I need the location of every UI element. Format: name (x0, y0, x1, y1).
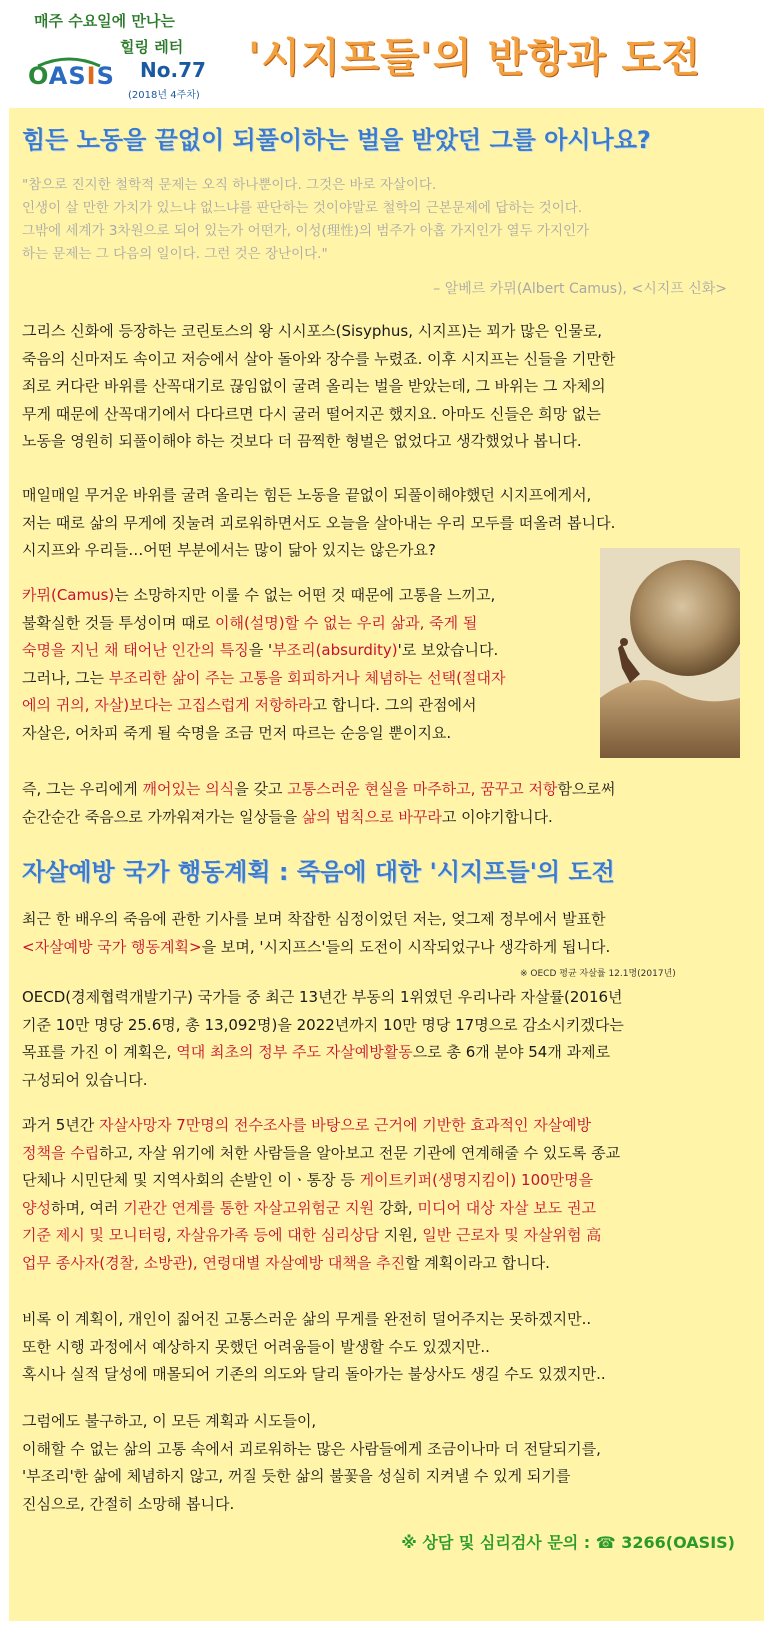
highlight: 게이트키퍼(생명지킴이) 100만명을 (359, 1171, 594, 1189)
text-line: 최근 한 배우의 죽음에 관한 기사를 보며 착잡한 심정이었던 저는, 엊그제 정부에서 발표한 (22, 910, 606, 928)
text-line (22, 610, 505, 638)
quote-line: "참으로 진지한 철학적 문제는 오직 하나뿐이다. 그것은 바로 자살이다. (22, 177, 437, 193)
text-line (22, 1039, 624, 1067)
suicide-rate-paragraph (22, 984, 624, 1094)
text: , (166, 1226, 177, 1244)
quote-line: 하는 문제는 그 다음의 일이다. 그런 것은 장난이다." (22, 246, 328, 262)
quote-line: 그밖에 세계가 3차원으로 되어 있는가 어떤가, 이성(理性)의 범주가 아홉 가지인가 열두 가지인가 (22, 223, 590, 239)
oecd-note: ※ OECD 평균 자살률 12.1명(2017년) (520, 969, 676, 979)
text: 하며, 여러 (50, 1198, 124, 1217)
text-line: 시지프와 우리들…어떤 부분에서는 많이 닮아 있지는 않은가요? (22, 541, 436, 559)
text: 목표를 가진 이 계획은, (22, 1043, 177, 1061)
sisyphus-myth-paragraph (22, 318, 615, 456)
highlight: 자살사망자 7만명의 전수조사를 바탕으로 근거에 기반한 효과적인 자살예방 (99, 1116, 592, 1134)
text: 는 소망하지만 이룰 수 없는 어떤 것 때문에 고통을 느끼고, (114, 586, 496, 604)
text: 단체나 시민단체 및 지역사회의 손발인 이ㆍ통장 등 (22, 1171, 360, 1189)
highlight: 미디어 대상 자살 보도 권고 (417, 1198, 596, 1217)
section1-title: 힘든 노동을 끝없이 되풀이하는 벌을 받았던 그를 아시나요? (22, 126, 651, 154)
letter-header (0, 0, 777, 108)
page-title: '시지프들'의 반항과 도전 (248, 35, 701, 81)
highlight: 깨어있는 의식 (142, 780, 235, 798)
highlight: 역대 최초의 정부 주도 자살예방활동 (176, 1043, 413, 1061)
caveat-paragraph (22, 1306, 606, 1389)
section2-title: 자살예방 국가 행동계획 : 죽음에 대한 '시지프들'의 도전 (22, 858, 615, 886)
text: '로 보았습니다. (397, 641, 499, 659)
highlight: 고통스러운 현실을 마주하고, 꿈꾸고 저항 (287, 780, 558, 798)
highlight: 카뮈(Camus) (22, 586, 115, 604)
highlight: 기관간 연계를 통한 자살고위험군 지원 (123, 1198, 375, 1217)
text-line: 무게 때문에 산꼭대기에서 다다르면 다시 굴러 떨어지곤 했지요. 아마도 신들은 희망 없는 (22, 404, 601, 423)
text-line: 저는 때로 삶의 무게에 짓눌려 괴로워하면서도 오늘을 살아내는 우리 모두를 떠올려 봅니다. (22, 513, 616, 532)
text: 을 갖고 (234, 780, 288, 798)
text: 과거 5년간 (22, 1116, 100, 1134)
reflection-paragraph (22, 482, 615, 565)
text-line (22, 1195, 620, 1223)
sisyphus-boulder-image (600, 548, 740, 758)
issue-number: No.77 (140, 58, 206, 82)
text: 즉, 그는 우리에게 (22, 780, 143, 798)
text-line (22, 934, 610, 962)
camus-quote (22, 174, 742, 266)
highlight: 일반 근로자 및 자살위험 高 (422, 1226, 602, 1244)
oasis-logo: OASIS (28, 62, 115, 90)
closing-paragraph (22, 1408, 601, 1518)
highlight: <자살예방 국가 행동계획> (22, 937, 202, 956)
highlight: 업무 종사자(경찰, 소방관), 연령대별 자살예방 대책을 추진 (22, 1253, 406, 1272)
text-line: 진심으로, 간절히 소망해 봅니다. (22, 1494, 235, 1513)
text-line (22, 665, 505, 693)
plan-details-paragraph (22, 1112, 620, 1277)
text: 할 계획이라고 합니다. (405, 1253, 550, 1272)
text-line (22, 1140, 620, 1168)
highlight: 에의 귀의, 자살)보다는 고집스럽게 저항하라 (22, 696, 313, 714)
highlight: 양성 (22, 1198, 51, 1217)
text: 지원, (378, 1226, 423, 1244)
text-line: 매일매일 무거운 바위를 굴려 올리는 힘든 노동을 끝없이 되풀이해야했던 시지프에게서, (22, 486, 592, 504)
contact-info: ※ 상담 및 심리검사 문의 : ☎ 3266(OASIS) (401, 1533, 735, 1552)
text: 강화, (374, 1198, 418, 1217)
text-line: 기준 10만 명당 25.6명, 총 13,092명)을 2022년까지 10만 명당 17명으로 감소시키겠다는 (22, 1015, 624, 1034)
text: 그러나, 그는 (22, 668, 109, 687)
healing-letter-caption: 힐링 레터 (120, 38, 184, 56)
text-line (22, 776, 615, 804)
text: 하고, 자살 위기에 처한 사람들을 알아보고 전문 기관에 연계해줄 수 있도록 종교 (99, 1143, 621, 1162)
text-line: 노동을 영원히 되풀이해야 하는 것보다 더 끔찍한 형벌은 없었다고 생각했었나 봅니다. (22, 432, 582, 450)
text-line (22, 1167, 620, 1195)
text-line (22, 1250, 620, 1278)
text-line: 혹시나 실적 달성에 매몰되어 기존의 의도와 달리 돌아가는 불상사도 생길 수도 있겠지만.. (22, 1365, 606, 1383)
text-line: 그럼에도 불구하고, 이 모든 계획과 시도들이, (22, 1412, 317, 1430)
text-line: 구성되어 있습니다. (22, 1070, 148, 1089)
highlight: 기준 제시 및 모니터링 (22, 1226, 167, 1244)
text-line (22, 1222, 620, 1250)
text-line: 그리스 신화에 등장하는 코린토스의 왕 시시포스(Sisyphus, 시지프)는 꾀가 많은 인물로, (22, 322, 603, 340)
text: 을 보며, '시지프스'들의 도전이 시작되었구나 생각하게 됩니다. (201, 937, 611, 956)
text-line (22, 637, 505, 665)
text-line: 죄로 커다란 바위를 산꼭대기로 끊임없이 굴려 올리는 벌을 받았는데, 그 바위는 그 자체의 (22, 377, 606, 395)
highlight: 자살유가족 등에 대한 심리상담 (176, 1226, 379, 1244)
text-line: 이해할 수 없는 삶의 고통 속에서 괴로워하는 많은 사람들에게 조금이나마 더 전달되기를, (22, 1439, 601, 1458)
text-line: 또한 시행 과정에서 예상하지 못했던 어려움들이 발생할 수도 있겠지만.. (22, 1337, 490, 1356)
news-paragraph (22, 906, 610, 961)
highlight: 부조리한 삶이 주는 고통을 회피하거나 체념하는 선택(절대자 (108, 668, 506, 687)
text: 불확실한 것들 투성이며 때로 (22, 613, 215, 632)
text-line: 자살은, 어차피 죽게 될 숙명을 조금 먼저 따르는 순응일 뿐이지요. (22, 723, 452, 742)
logo-arc-icon (34, 54, 104, 68)
text-line: '부조리'한 삶에 체념하지 않고, 꺼질 듯한 삶의 불꽃을 성실히 지켜낼 수 있게 되기를 (22, 1467, 571, 1485)
text: 으로 총 6개 분야 54개 과제로 (412, 1043, 611, 1061)
text-line: OECD(경제협력개발기구) 국가들 중 최근 13년간 부동의 1위였던 우리나라 자살률(2016년 (22, 988, 623, 1006)
text: 고 이야기합니다. (441, 807, 553, 826)
text-line (22, 582, 505, 610)
text-line: 죽음의 신마저도 속이고 저승에서 살아 돌아와 장수를 누렸죠. 이후 시지프는 신들을 기만한 (22, 349, 616, 368)
highlight: 부조리(absurdity) (272, 641, 398, 659)
text: 을 ' (248, 641, 273, 659)
text: 고 합니다. 그의 관점에서 (312, 696, 477, 714)
quote-source: – 알베르 카뮈(Albert Camus), <시지프 신화> (433, 281, 727, 297)
camus-message-paragraph (22, 776, 615, 831)
text-line: 비록 이 계획이, 개인이 짊어진 고통스러운 삶의 무게를 완전히 덜어주지는 못하겠지만.. (22, 1310, 592, 1328)
text-line (22, 692, 505, 720)
text: 함으로써 (557, 780, 616, 798)
highlight: 삶의 법칙으로 바꾸라 (301, 807, 442, 826)
text-line (22, 1112, 620, 1140)
text-line (22, 804, 615, 832)
highlight: 정책을 수립 (22, 1143, 100, 1162)
quote-line: 인생이 살 만한 가치가 있느냐 없느냐를 판단하는 것이야말로 철학의 근본문제에 답하는 것이다. (22, 200, 583, 216)
highlight: 이해(설명)할 수 없는 우리 삶과, 죽게 될 (214, 613, 478, 632)
highlight: 숙명을 지닌 채 태어난 인간의 특징 (22, 641, 249, 659)
text: 순간순간 죽음으로 가까워져가는 일상들을 (22, 807, 302, 826)
camus-paragraph (22, 582, 505, 747)
weekly-caption: 매주 수요일에 만나는 (34, 12, 175, 30)
issue-date: (2018년 4주차) (128, 90, 200, 101)
